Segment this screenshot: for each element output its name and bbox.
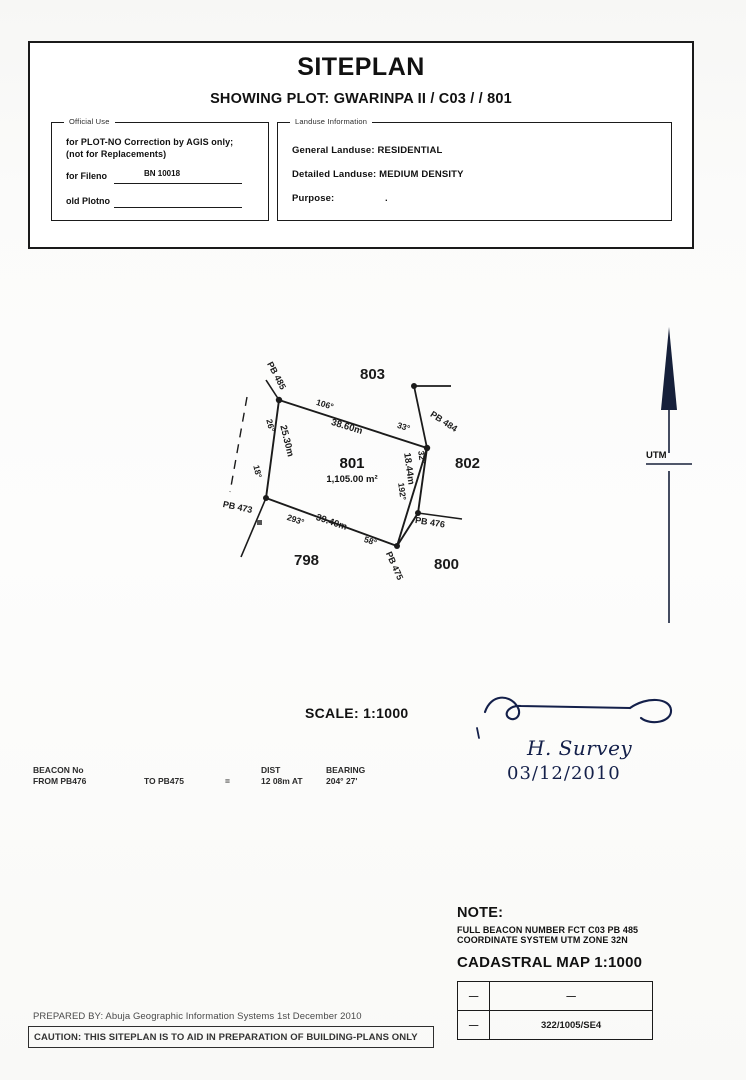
plot-survey-drawing [222, 352, 512, 614]
beacon-reference-block [33, 765, 453, 805]
official-use-legend: Official Use [64, 117, 115, 126]
cadastral-cell-r1c2: — [490, 982, 653, 1011]
beacon-bearing-value: 204° 27' [326, 776, 358, 786]
table-row [458, 1011, 653, 1040]
boundary-marker-sw [257, 520, 262, 525]
signature-date: 03/12/2010 [507, 763, 621, 784]
north-edge-length: 38.60m [329, 417, 364, 437]
fileno-label: for Fileno [66, 171, 107, 181]
beacon-dist-value: 12 08m AT [261, 776, 303, 786]
purpose-value: . [385, 193, 388, 204]
west-edge-angle-top: 26° [264, 418, 278, 433]
neighbour-plot-800: 800 [434, 556, 460, 573]
east-edge-angle-bottom: 192° [396, 482, 409, 501]
beacon-dist-label: DIST [261, 765, 281, 775]
caution-box [28, 1026, 434, 1048]
beacon-dot-pb485 [276, 397, 282, 403]
west-edge-length: 25.30m [277, 424, 296, 458]
general-landuse-row [292, 145, 442, 156]
official-use-box [51, 117, 269, 221]
old-plotno-label: old Plotno [66, 196, 110, 206]
beacon-label-pb484: PB 484 [428, 409, 460, 434]
plot-801-area: 1,105.00 m² [326, 474, 378, 485]
note-title: NOTE: [457, 905, 504, 921]
note-line-2: COORDINATE SYSTEM UTM ZONE 32N [457, 935, 628, 945]
cadastral-cell-r2c2: 322/1005/SE4 [490, 1011, 653, 1040]
utm-label: UTM [646, 450, 667, 461]
cadastral-map-title: CADASTRAL MAP 1:1000 [457, 954, 643, 971]
detailed-landuse-value: MEDIUM DENSITY [379, 169, 464, 180]
plot-801-number: 801 [339, 455, 365, 472]
north-arrow-svg [636, 325, 702, 625]
table-row [458, 982, 653, 1011]
south-edge-angle-left: 293° [285, 512, 306, 528]
north-arrow [636, 325, 702, 625]
note-line-1: FULL BEACON NUMBER FCT C03 PB 485 [457, 925, 639, 935]
general-landuse-value: RESIDENTIAL [377, 145, 443, 156]
beacon-dot-pb473 [263, 495, 269, 501]
header-box [28, 41, 694, 249]
beacon-to: TO PB475 [144, 776, 185, 786]
detailed-landuse-row [292, 169, 464, 180]
fileno-underline [114, 183, 242, 184]
general-landuse-label: General Landuse: [292, 145, 375, 156]
official-use-note-line1: for PLOT-NO Correction by AGIS only; [66, 137, 234, 147]
beacon-bearing-label: BEARING [326, 765, 366, 775]
signature-block [465, 688, 685, 808]
landuse-information-box [277, 117, 672, 221]
south-edge-angle-right: 58° [362, 534, 379, 548]
beacon-label-pb476: PB 476 [414, 515, 446, 530]
east-edge-angle-top: 32° [416, 450, 428, 465]
detailed-landuse-label: Detailed Landuse: [292, 169, 377, 180]
caution-text: CAUTION: THIS SITEPLAN IS TO AID IN PREPARATION OF BUILDING-PLANS ONLY [34, 1031, 418, 1043]
scale-text: SCALE: 1:1000 [305, 705, 409, 721]
beacon-equals: = [225, 776, 230, 786]
fileno-value: BN 10018 [144, 169, 181, 178]
purpose-label: Purpose: [292, 193, 335, 204]
west-edge-angle-bottom: 18° [251, 464, 265, 479]
beacon-from: FROM PB476 [33, 776, 87, 786]
old-plotno-underline [114, 207, 242, 208]
cadastral-cell-r2c1: — [458, 1011, 490, 1040]
note-block [457, 905, 707, 971]
north-arrow-head [661, 327, 677, 410]
beacon-dot-north [411, 383, 417, 389]
neighbour-plot-803: 803 [360, 366, 386, 383]
official-use-note-line2: (not for Replacements) [66, 149, 167, 159]
boundary-line-to-pb484 [414, 386, 427, 448]
beacon-no-label: BEACON No [33, 765, 84, 775]
north-edge-angle-left: 106° [315, 397, 335, 412]
cadastral-cell-r1c1: — [458, 982, 490, 1011]
beacon-label-pb475: PB 475 [383, 550, 406, 582]
north-edge-angle-right: 33° [396, 420, 412, 434]
cadastral-map-table [457, 981, 653, 1040]
prepared-by-text: PREPARED BY: Abuja Geographic Information Systems 1st December 2010 [33, 1011, 362, 1022]
neighbour-plot-802: 802 [455, 455, 481, 472]
page-title: SITEPLAN [297, 53, 425, 81]
page-subtitle: SHOWING PLOT: GWARINPA II / C03 / / 801 [210, 91, 512, 107]
landuse-legend: Landuse Information [290, 117, 372, 126]
beacon-dot-pb475 [394, 543, 400, 549]
signature-name: H. Survey [527, 736, 633, 760]
beacon-label-pb473: PB 473 [221, 499, 254, 516]
east-edge-length: 18.44m [401, 452, 417, 486]
south-edge-length: 39.40m [314, 512, 349, 533]
neighbour-plot-798: 798 [294, 552, 320, 569]
dashed-boundary-line [230, 397, 247, 492]
beacon-label-pb485: PB 485 [265, 360, 289, 392]
